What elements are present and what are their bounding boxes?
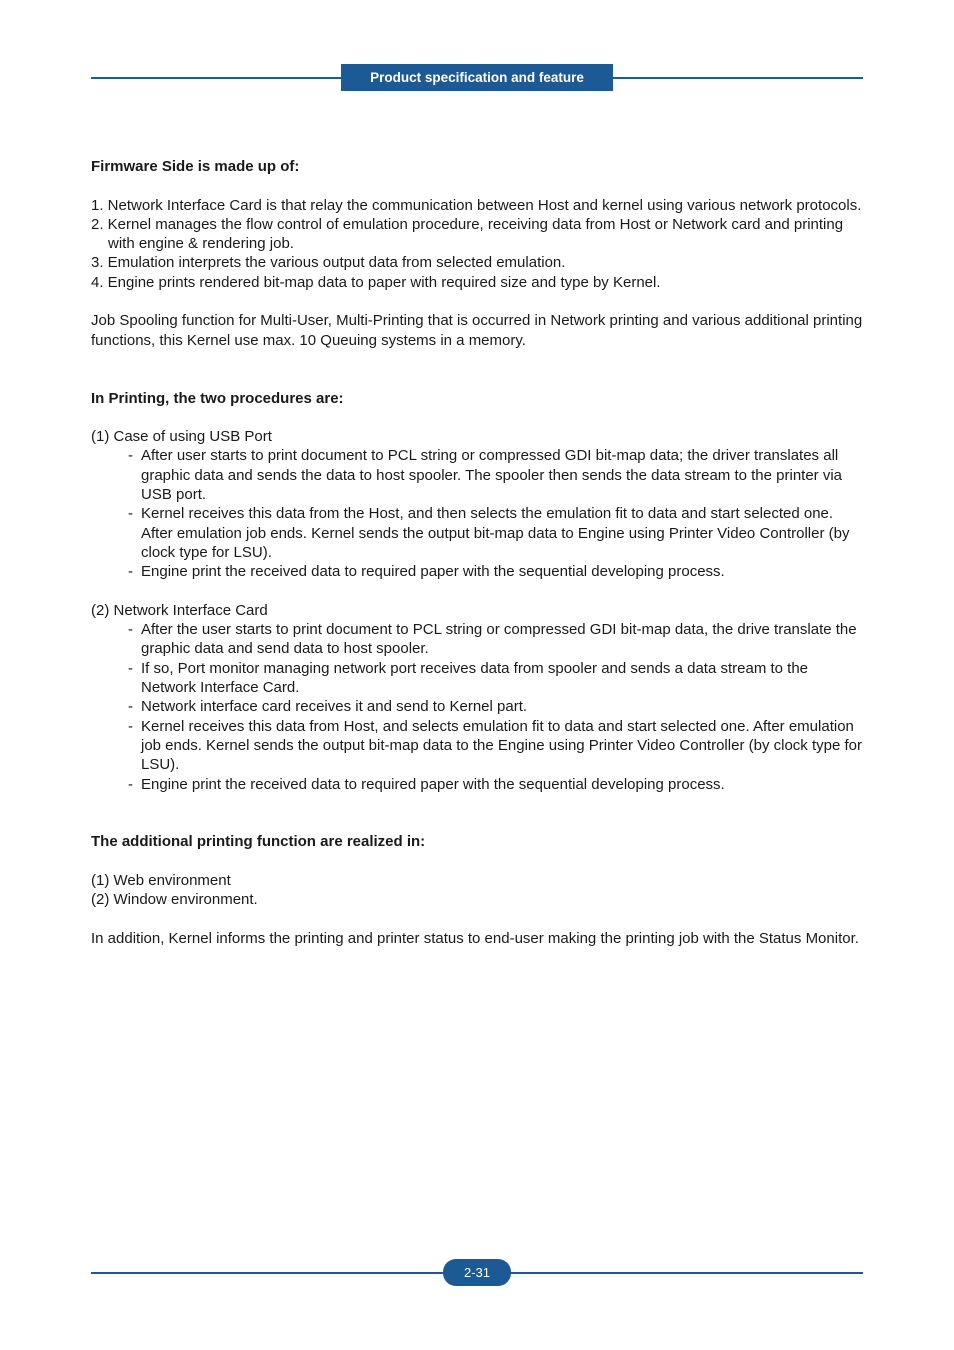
job-spooling-paragraph: Job Spooling function for Multi-User, Multi-Printing that is occurred in Network printing and various additional printing functions, this Kernel use max. 10 Queuing systems in a memory. — [91, 312, 863, 349]
network-steps-list — [128, 620, 866, 794]
list-item: (2) Window environment. — [91, 891, 258, 909]
list-item: 3. Emulation interprets the various output data from selected emulation. — [91, 254, 566, 272]
list-item: 4. Engine prints rendered bit-map data to paper with required size and type by Kernel. — [91, 273, 661, 291]
list-item: - After user starts to print document to PCL string or compressed GDI bit-map data; the driver translates all graphic data and sends the data to host spooler. The spooler then sends the data stream to the printer via USB port. — [128, 446, 866, 504]
list-item: - Network interface card receives it and send to Kernel part. — [128, 697, 866, 716]
list-item: - If so, Port monitor managing network port receives data from spooler and sends a data stream to the Network Interface Card. — [128, 659, 866, 698]
list-item: (1) Web environment — [91, 871, 231, 889]
list-item: 2. Kernel manages the flow control of emulation procedure, receiving data from Host or Network card and printing with engine & rendering job. — [91, 215, 844, 253]
list-item: - After the user starts to print document to PCL string or compressed GDI bit-map data, the drive translate the graphic data and send data to host spooler. — [128, 620, 866, 659]
page-content — [91, 157, 866, 948]
list-item: 1. Network Interface Card is that relay the communication between Host and kernel using various network protocols. — [91, 196, 862, 214]
list-item: - Engine print the received data to required paper with the sequential developing process. — [128, 775, 866, 794]
section-header-label: Product specification and feature — [341, 64, 613, 91]
list-item: - Kernel receives this data from Host, and selects emulation fit to data and start selected one. After emulation job ends. Kernel sends the output bit-map data to the Engine using Printer Video Controller (by clock type for LSU). — [128, 717, 866, 775]
usb-steps-list — [128, 446, 866, 581]
list-item: - Engine print the received data to required paper with the sequential developing process. — [128, 562, 866, 581]
usb-case-title: (1) Case of using USB Port — [91, 428, 272, 446]
list-item: - Kernel receives this data from the Host, and then selects the emulation fit to data and start selected one. After emulation job ends. Kernel sends the output bit-map data to Engine using Printer Video Controller (by clock type for LSU). — [128, 504, 866, 562]
network-case-title: (2) Network Interface Card — [91, 601, 268, 619]
firmware-heading: Firmware Side is made up of: — [91, 158, 300, 175]
firmware-list — [91, 196, 866, 292]
additional-heading: The additional printing function are realized in: — [91, 833, 426, 851]
printing-heading: In Printing, the two procedures are: — [91, 389, 344, 407]
status-monitor-paragraph: In addition, Kernel informs the printing and printer status to end-user making the printing job with the Status Monitor. — [91, 929, 859, 947]
page-number: 2-31 — [443, 1259, 511, 1286]
